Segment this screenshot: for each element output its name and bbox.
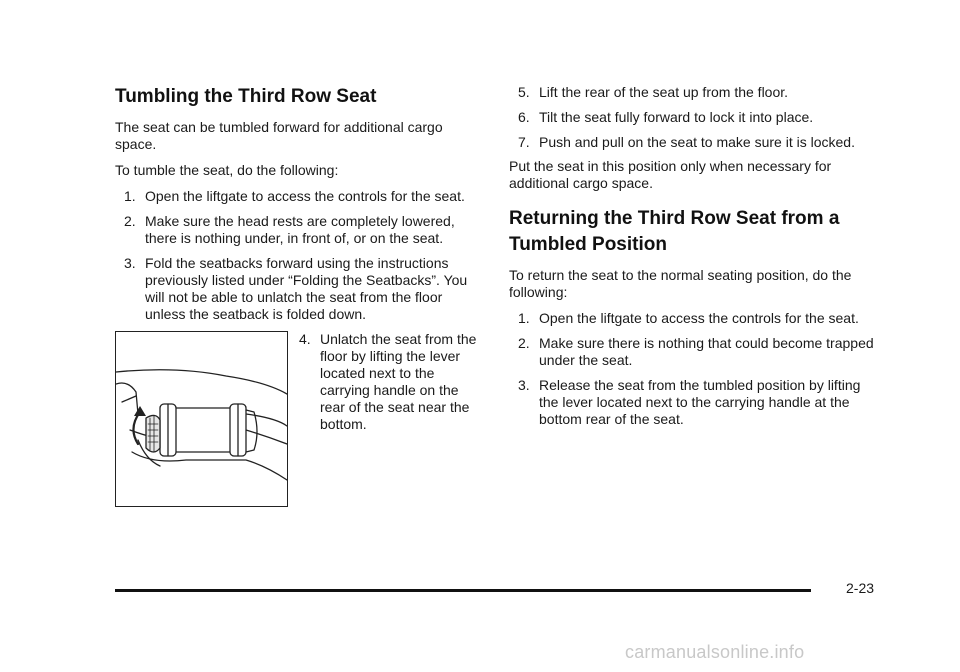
list-item: 6. Tilt the seat fully forward to lock it into place. <box>518 109 814 125</box>
list-item: 4. Unlatch the seat from the floor by lifting the lever located next to the carrying handle on the rear of the seat near the bottom. <box>299 331 477 432</box>
list-item: 5. Lift the rear of the seat up from the floor. <box>518 84 789 100</box>
return-steps-list <box>509 310 879 428</box>
tumble-steps-continued <box>509 84 879 151</box>
tumble-steps-list <box>115 188 473 323</box>
figure-step-row <box>115 331 477 521</box>
page-number: 2-23 <box>846 580 875 596</box>
watermark: carmanualsonline.info <box>625 642 805 662</box>
cargo-note: Put the seat in this position only when necessary for additional cargo space. <box>509 158 832 191</box>
list-item: 3. Release the seat from the tumbled position by lifting the lever located next to the carrying handle at the bottom rear of the seat. <box>518 377 861 427</box>
right-column <box>509 84 879 436</box>
return-lead-paragraph: To return the seat to the normal seating position, do the following: <box>509 267 852 300</box>
left-column <box>115 84 477 521</box>
list-item: 7. Push and pull on the seat to make sure it is locked. <box>518 134 855 150</box>
list-item: 2. Make sure there is nothing that could become trapped under the seat. <box>518 335 874 368</box>
section-heading-returning: Returning the Third Row Seat from a Tumbled Position <box>509 208 840 255</box>
seat-lever-illustration <box>115 331 288 507</box>
intro-paragraph: The seat can be tumbled forward for additional cargo space. <box>115 119 443 152</box>
section-heading-tumbling: Tumbling the Third Row Seat <box>115 86 377 107</box>
list-item: 2. Make sure the head rests are completely lowered, there is nothing under, in front of, or on the seat. <box>124 213 455 246</box>
lead-paragraph: To tumble the seat, do the following: <box>115 162 339 178</box>
footer-rule <box>115 589 811 592</box>
seat-lever-drawing <box>116 332 287 506</box>
list-item: 1. Open the liftgate to access the controls for the seat. <box>124 188 465 204</box>
list-item: 3. Fold the seatbacks forward using the instructions previously listed under “Folding the Seatbacks”. You will not be able to unlatch the seat from the floor unless the seatback is folded down. <box>124 255 468 322</box>
list-item: 1. Open the liftgate to access the controls for the seat. <box>518 310 859 326</box>
